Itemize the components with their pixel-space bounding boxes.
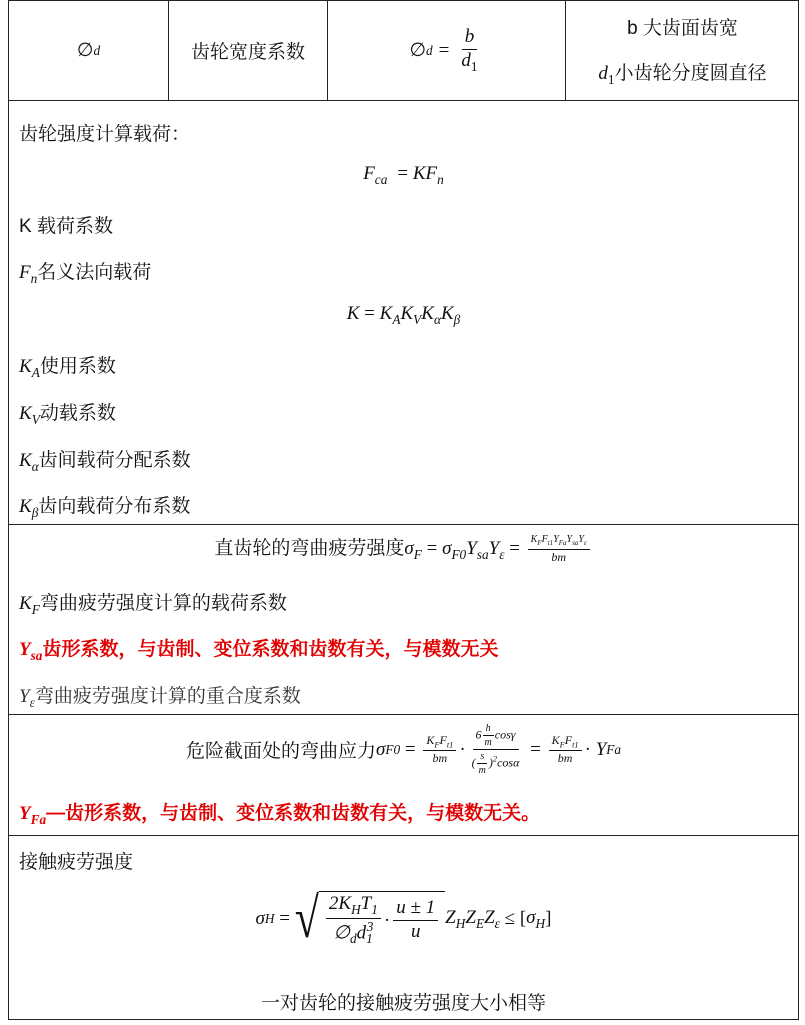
row-divider [9,100,798,101]
kf-definition: $K_F$弯曲疲劳强度计算的载荷系数 [19,593,287,617]
note-d-var: d [598,63,608,85]
kbeta-definition: $K_\beta$齿向载荷分布系数 [19,496,191,520]
contact-conclusion: 一对齿轮的接触疲劳强度大小相等 [260,993,546,1014]
fraction-denominator: d [461,49,471,71]
formula-cell [328,1,565,100]
note-d-sub: 1 [607,71,615,87]
ka-definition: $K_A$使用系数 [19,356,116,380]
ysa-definition: $Y_{sa}$齿形系数，与齿制、变位系数和齿数有关，与模数无关 [19,639,499,663]
fn-definition: $F_n$名义法向载荷 [19,262,152,286]
formula-lhs: ∅ [409,40,427,61]
danger-title: 危险截面处的弯曲应力 [185,741,376,762]
contact-formula: σ H = √ $\frac{2K_HT_1}{\emptyset_dd_1^3}$ · $\frac{u \pm 1}{u}$ $Z_HZ_EZ_\varepsilon$ ≤ [ $\sigma_H$ ] [255,886,552,951]
formula-eq: = [438,39,450,61]
load-heading: 齿轮强度计算载荷： [19,124,191,145]
load-formula-k: $K = K_AK_VK_\alpha K_\beta$ [346,303,461,327]
row-divider [9,714,798,715]
bending-title: 直齿轮的弯曲疲劳强度 [214,538,405,559]
yfa-definition: $Y_{Fa}—$齿形系数，与齿制、变位系数和齿数有关，与模数无关。 [19,803,541,827]
bending-formula: 直齿轮的弯曲疲劳强度$\sigma_F = \sigma_{F0}Y_{sa}Y_\varepsilon$ = $\frac{K_FF_{t1}Y_{Fa}Y_{sa}Y_\varepsilon}{bm}$ [9,533,798,564]
formula-lhs-sub: d [426,42,433,58]
load-formula-fca: $F_{ca} = KF_n$ [363,163,444,187]
name-cell [169,1,327,100]
fraction-numerator: b [462,27,478,50]
width-fraction [458,27,480,74]
danger-formula: 危险截面处的弯曲应力 σ F0 = $\frac{K_FF_{t1}}{bm}$ · 6 $\frac{h}{m}$ cosγ ( $\frac{s}{m}$ )$^2$cosα = $\frac{K_FF_{t1}}{bm}$ · Y Fa [185,723,622,776]
note-cell [566,1,799,100]
phi-symbol: ∅ [76,40,94,61]
kalpha-definition: $K_\alpha$齿间载荷分配系数 [19,450,191,474]
contact-heading: 接触疲劳强度 [19,852,134,873]
phi-sub: d [93,42,101,58]
note-diameter-text: 小齿轮分度圆直径 [614,63,767,85]
row-divider [9,524,798,525]
fraction-denominator-sub: 1 [470,58,478,74]
k-definition: K 载荷系数 [19,216,113,237]
formula-table [8,0,799,1020]
coefficient-name: 齿轮宽度系数 [190,42,305,63]
yeps-definition: $Y_\varepsilon$弯曲疲劳强度计算的重合度系数 [19,686,301,710]
kv-definition: $K_V$动载系数 [19,403,116,427]
row-divider [9,835,798,836]
note-face-width: b 大齿面齿宽 [627,18,738,40]
symbol-cell [9,1,168,100]
